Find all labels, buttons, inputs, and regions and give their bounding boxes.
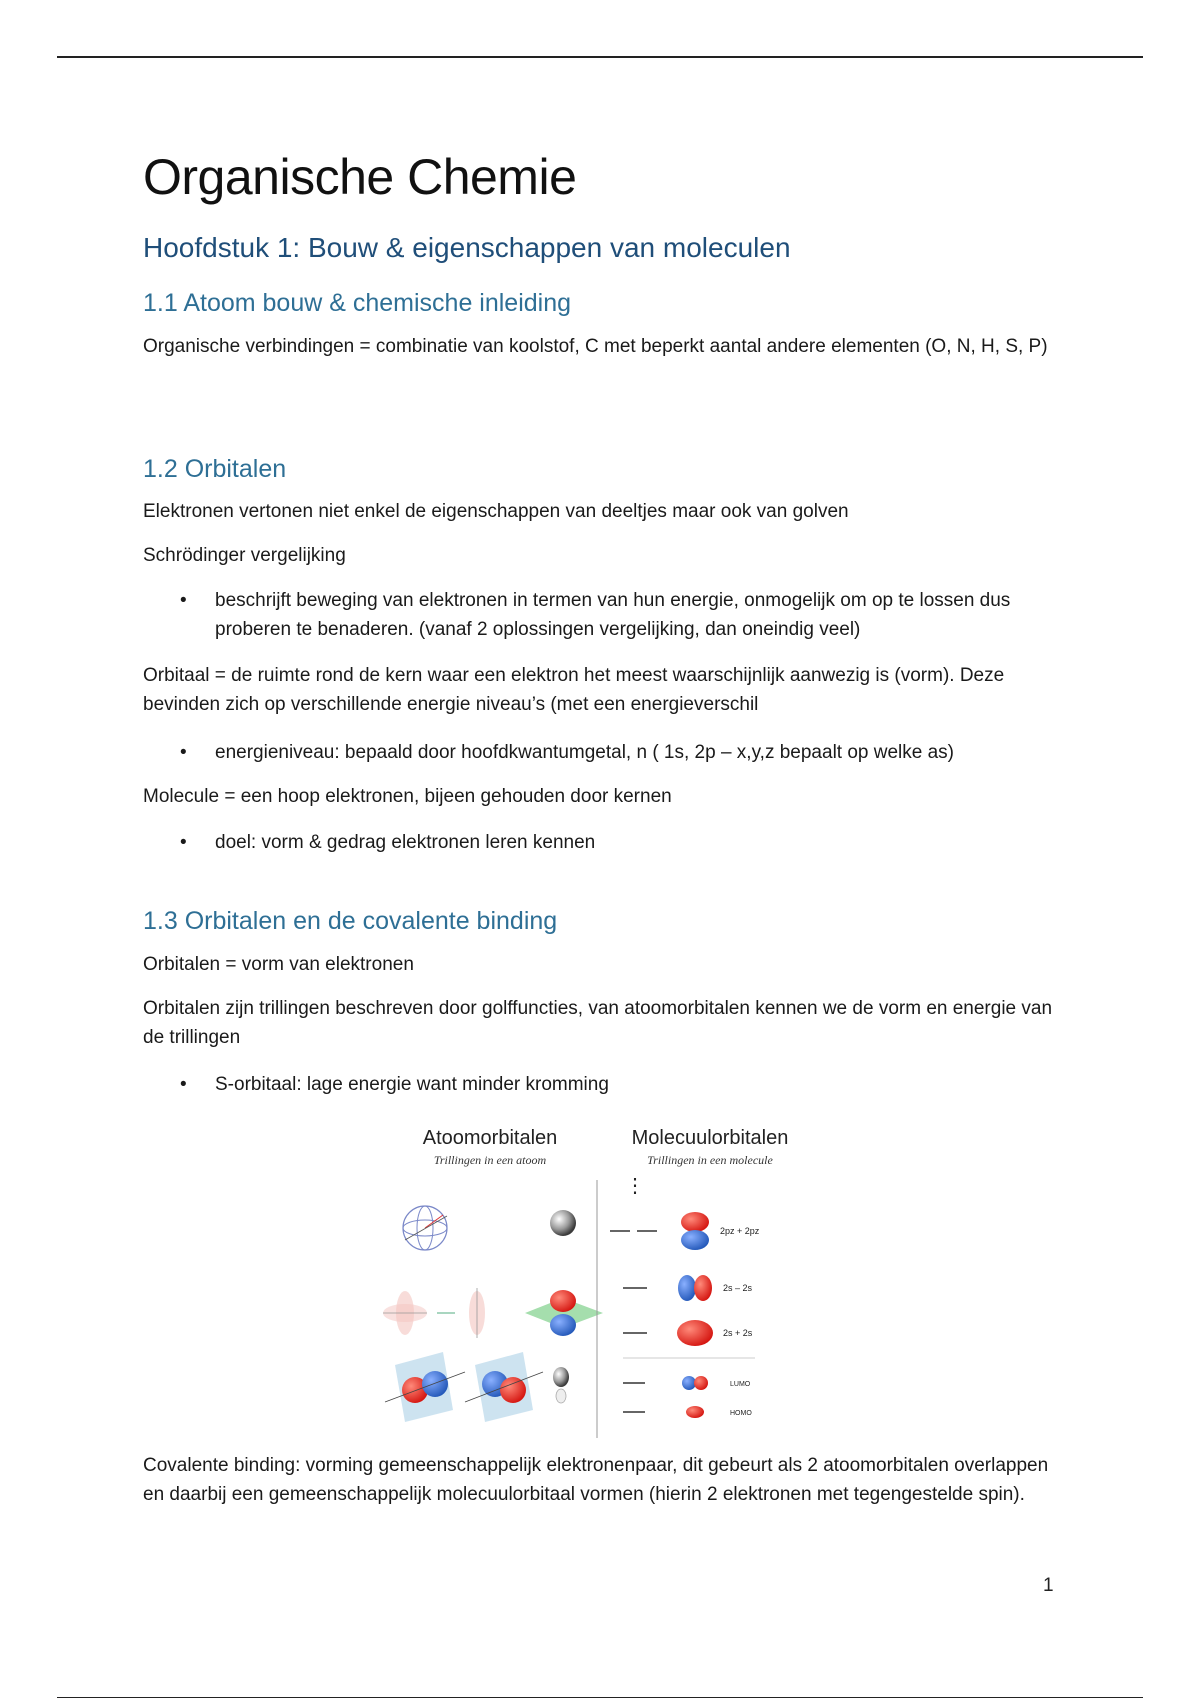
orbitals-diagram <box>365 1120 835 1440</box>
list-item <box>143 1070 1063 1100</box>
figure-right-subtitle: Trillingen in een molecule <box>647 1153 773 1167</box>
mo-label-2s-plus: 2s + 2s <box>723 1328 753 1338</box>
figure-left-title: Atoomorbitalen <box>422 1127 558 1149</box>
page-number: 1 <box>1043 1575 1054 1596</box>
section-heading-1-1: 1.1 Atoom bouw & chemische inleiding <box>143 289 572 317</box>
chapter-heading: Hoofdstuk 1: Bouw & eigenschappen van moleculen <box>143 232 791 263</box>
paragraph: Elektronen vertonen niet enkel de eigenschappen van deeltjes maar ook van golven <box>143 501 849 522</box>
py-orbital <box>465 1352 543 1422</box>
homo-label: HOMO <box>730 1410 752 1417</box>
list-item-text: S-orbitaal: lage energie want minder kromming <box>215 1074 609 1095</box>
mo-label-2s-minus: 2s – 2s <box>723 1283 753 1293</box>
list-item <box>143 586 1063 646</box>
section-heading-1-3: 1.3 Orbitalen en de covalente binding <box>143 907 558 935</box>
orbitals-figure <box>365 1120 835 1440</box>
mo-level-lumo <box>623 1376 751 1390</box>
pz-orbital-with-plane <box>525 1290 603 1336</box>
bullet-icon: • <box>180 590 187 611</box>
paragraph: Orbitalen = vorm van elektronen <box>143 954 414 975</box>
paragraph: Orbitaal = de ruimte rond de kern waar een elektron het meest waarschijnlijk aanwezig is (vorm). Deze bevinden zich op verschillende energie niveau’s (met een energieverschil <box>143 665 1005 715</box>
bullet-icon: • <box>180 742 187 763</box>
section-heading-1-2: 1.2 Orbitalen <box>143 455 287 483</box>
footer-rule <box>57 1697 1143 1698</box>
list-item-text: beschrijft beweging van elektronen in termen van hun energie, onmogelijk om op te lossen dus proberen te benaderen. (vanaf 2 oplossingen vergelijking, dan oneindig veel) <box>215 590 1011 640</box>
list-item-text: doel: vorm & gedrag elektronen leren kennen <box>215 832 596 853</box>
paragraph: Organische verbindingen = combinatie van koolstof, C met beperkt aantal andere elementen (O, N, H, S, P) <box>143 336 1048 357</box>
paragraph: Orbitalen zijn trillingen beschreven door golffuncties, van atoomorbitalen kennen we de vorm en energie van de trillingen <box>143 998 1053 1048</box>
atomic-orbital-sphere-diagram <box>403 1206 447 1250</box>
p-orbital-nodal-plots <box>383 1288 485 1338</box>
ellipsis-icon: ⋮ <box>625 1175 645 1197</box>
figure-left-subtitle: Trillingen in een atoom <box>433 1153 547 1167</box>
list-item <box>143 738 1063 768</box>
mo-level-1 <box>610 1212 760 1250</box>
list-item <box>143 828 1063 858</box>
mo-level-2 <box>623 1275 753 1301</box>
lumo-label: LUMO <box>730 1381 751 1388</box>
document-title: Organische Chemie <box>143 149 577 205</box>
s-orbital-sphere <box>550 1210 576 1236</box>
bullet-icon: • <box>180 832 187 853</box>
bullet-icon: • <box>180 1074 187 1095</box>
header-rule <box>57 56 1143 58</box>
mo-label-2pz: 2pz + 2pz <box>720 1226 760 1236</box>
paragraph: Covalente binding: vorming gemeenschappelijk elektronenpaar, dit gebeurt als 2 atoomorbitalen overlappen en daarbij een gemeenschappelijk molecuulorbitaal vormen (hierin 2 elektronen met tegengestelde spin). <box>143 1455 1049 1505</box>
list-item-text: energieniveau: bepaald door hoofdkwantumgetal, n ( 1s, 2p – x,y,z bepaalt op welke as) <box>215 742 955 763</box>
px-orbital <box>385 1352 465 1422</box>
figure-right-title: Molecuulorbitalen <box>631 1127 789 1149</box>
paragraph: Molecule = een hoop elektronen, bijeen gehouden door kernen <box>143 786 672 807</box>
mo-level-homo <box>623 1406 752 1418</box>
mo-level-3 <box>623 1320 753 1346</box>
hybrid-orbital-shape <box>553 1367 569 1403</box>
paragraph: Schrödinger vergelijking <box>143 545 346 566</box>
